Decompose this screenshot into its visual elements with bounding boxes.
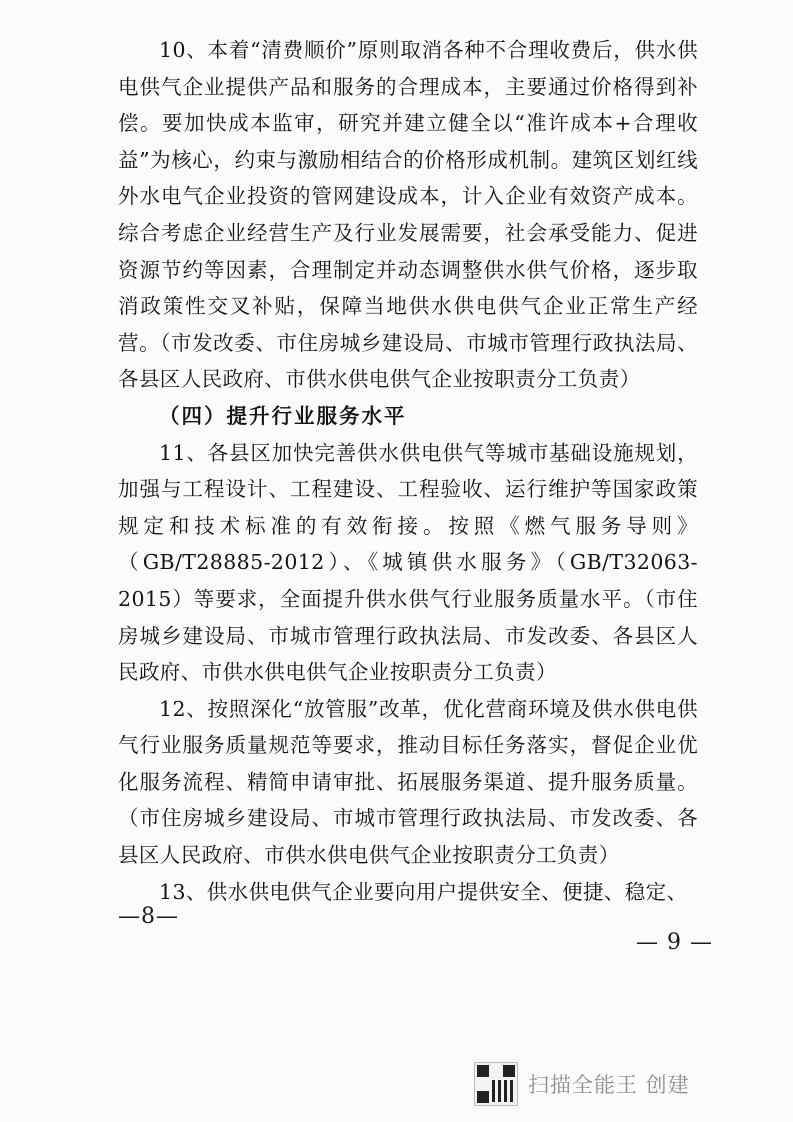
page-number-right: — 9 — [636, 930, 713, 955]
paragraph-13: 13、供水供电供气企业要向用户提供安全、便捷、稳定、 [159, 879, 688, 904]
paragraph-12: 12、按照深化“放管服”改革，优化营商环境及供水供电供气行业服务质量规范等要求，推动目标任务落实，督促企业优化服务流程、精简申请审批、拓展服务渠道、提升服务质量。（市住房城乡建设局、市城市管理行政执法局、市发改委、各县区人民政府、市供水供电供气企业按职责分工负责） [118, 696, 698, 868]
qr-code-icon [474, 1062, 518, 1106]
document-body [118, 32, 698, 910]
page-number-left: —8— [118, 904, 179, 929]
paragraph-10: 10、本着“清费顺价”原则取消各种不合理收费后，供水供电供气企业提供产品和服务的合理成本，主要通过价格得到补偿。要加快成本监审，研究并建立健全以“准许成本+合理收益”为核心，约束与激励相结合的价格形成机制。建筑区划红线外水电气企业投资的管网建设成本，计入企业有效资产成本。综合考虑企业经营生产及行业发展需要，社会承受能力、促进资源节约等因素，合理制定并动态调整供水供气价格，逐步取消政策性交叉补贴，保障当地供水供电供气企业正常生产经营。（市发改委、市住房城乡建设局、市城市管理行政执法局、各县区人民政府、市供水供电供气企业按职责分工负责） [118, 38, 698, 392]
watermark-text: 扫描全能王 创建 [528, 1073, 690, 1097]
scanner-watermark [474, 1062, 690, 1106]
paragraph-11: 11、各县区加快完善供水供电供气等城市基础设施规划，加强与工程设计、工程建设、工程验收、运行维护等国家政策规定和技术标准的有效衔接。按照《燃气服务导则》（GB/T28885-2012）、《城镇供水服务》（GB/T32063-2015）等要求，全面提升供水供气行业服务质量水平。（市住房城乡建设局、市城市管理行政执法局、市发改委、各县区人民政府、市供水供电供气企业按职责分工负责） [118, 440, 698, 685]
section-heading-4: （四）提升行业服务水平 [159, 403, 407, 428]
